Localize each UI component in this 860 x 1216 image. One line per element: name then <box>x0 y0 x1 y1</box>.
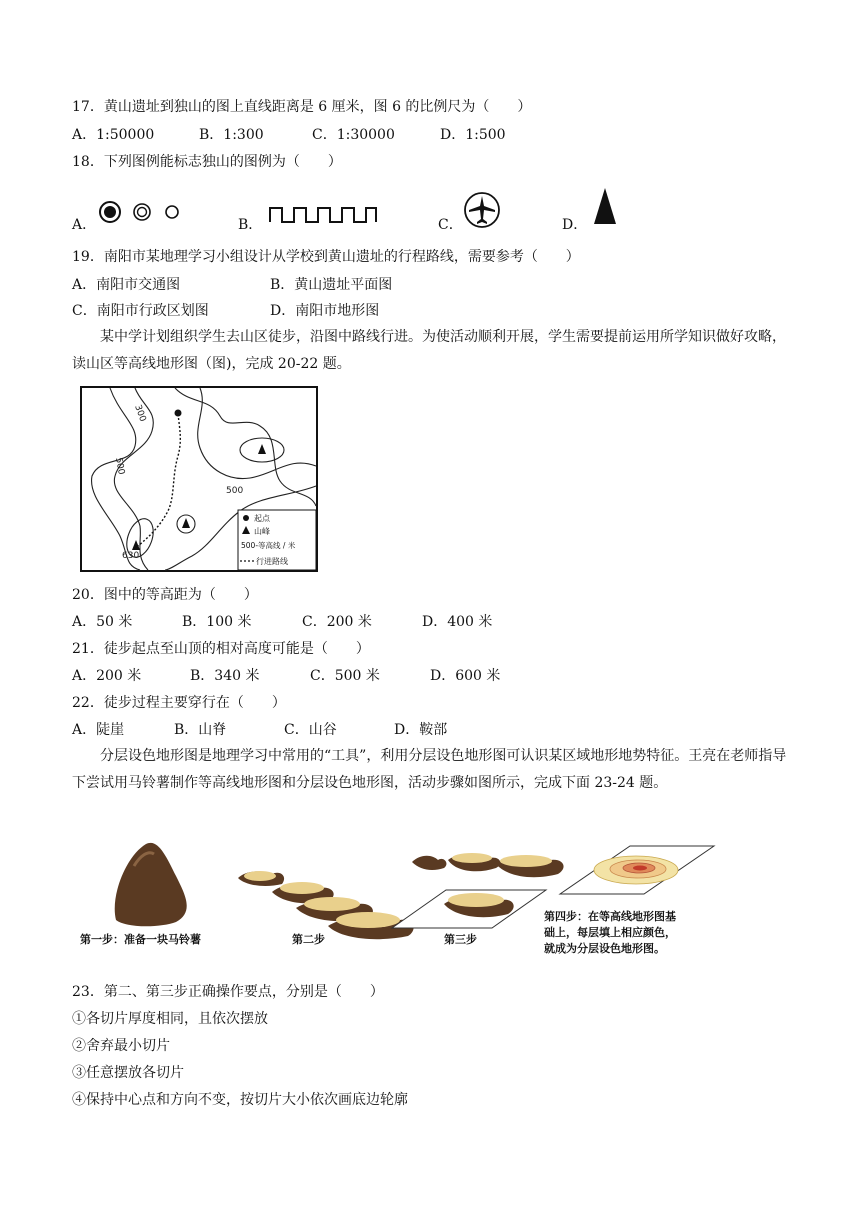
option-c: C． <box>438 217 463 233</box>
city-symbols-icon <box>96 198 186 226</box>
option-a: A．陡崖 <box>72 722 125 738</box>
airport-icon <box>462 190 502 230</box>
question-21-stem: 21．徒步起点至山顶的相对高度可能是（ ） <box>72 641 370 657</box>
option-d: D．1:500 <box>440 127 506 143</box>
option-d: D．鞍部 <box>394 722 448 738</box>
option-a: A．200 米 <box>72 668 142 684</box>
option-c: C．1:30000 <box>312 127 395 143</box>
step3-slices <box>392 853 564 928</box>
step4-caption-line2: 础上，每层填上相应颜色， <box>544 926 676 939</box>
contour-map-figure <box>80 386 318 572</box>
railway-symbol-icon <box>268 204 378 224</box>
question-23-stem: 23．第二、第三步正确操作要点，分别是（ ） <box>72 984 384 1000</box>
contour-label: 500 <box>113 456 126 476</box>
option-c: C．200 米 <box>302 614 372 630</box>
option-b: B． <box>238 217 263 233</box>
contour-label: 500 <box>226 486 244 496</box>
legend-start: 起点 <box>254 514 270 523</box>
mountain-peak-icon <box>592 186 618 226</box>
passage-hiking: 某中学计划组织学生去山区徒步，沿图中路线行进。为使活动顺利开展，学生需要提前运用所学知识做好攻略，读山区等高线地形图（图)，完成 20-22 题。 <box>72 329 786 372</box>
question-22-stem: 22．徒步过程主要穿行在（ ） <box>72 695 286 711</box>
question-23-item-2: ②舍弃最小切片 <box>72 1038 170 1054</box>
question-23-item-1: ①各切片厚度相同，且依次摆放 <box>72 1011 268 1027</box>
step2-slices <box>238 871 414 939</box>
contour-label: 300 <box>132 403 148 424</box>
option-d: D．600 米 <box>430 668 501 684</box>
option-b: B．山脊 <box>174 722 227 738</box>
option-a: A． <box>72 217 97 233</box>
potato-steps-figure <box>76 836 720 964</box>
question-18-stem: 18．下列图例能标志独山的图例为（ ） <box>72 154 342 170</box>
step2-caption: 第二步 <box>292 933 325 946</box>
option-a: A．1:50000 <box>72 127 155 143</box>
step1-caption: 第一步：准备一块马铃薯 <box>80 933 201 946</box>
step4-caption-line1: 第四步：在等高线地形图基 <box>544 910 676 923</box>
option-d: D．400 米 <box>422 614 493 630</box>
legend-contour: 500-等高线 / 米 <box>241 541 296 550</box>
option-c: C．500 米 <box>310 668 380 684</box>
question-23-item-3: ③任意摆放各切片 <box>72 1065 184 1081</box>
legend-peak: 山峰 <box>254 527 270 536</box>
option-a: A．50 米 <box>72 614 133 630</box>
option-b: B．100 米 <box>182 614 252 630</box>
question-17-stem: 17．黄山遗址到独山的图上直线距离是 6 厘米，图 6 的比例尺为（ ） <box>72 99 532 115</box>
step4-map <box>560 846 714 894</box>
option-a: A．南阳市交通图 <box>72 277 181 293</box>
question-23-item-4: ④保持中心点和方向不变，按切片大小依次画底边轮廓 <box>72 1092 408 1108</box>
option-b: B．黄山遗址平面图 <box>270 277 393 293</box>
question-19-stem: 19．南阳市某地理学习小组设计从学校到黄山遗址的行程路线，需要参考（ ） <box>72 249 580 265</box>
option-b: B．1:300 <box>199 127 264 143</box>
legend-route: 行进路线 <box>256 557 288 566</box>
passage-layered-map: 分层设色地形图是地理学习中常用的“工具”，利用分层设色地形图可认识某区域地形地势特征。王亮在老师指导下尝试用马铃薯制作等高线地形图和分层设色地形图，活动步骤如图所示，完成下面 23-24 题。 <box>72 748 787 791</box>
option-c: C．南阳市行政区划图 <box>72 303 209 319</box>
option-b: B．340 米 <box>190 668 260 684</box>
option-d: D． <box>562 217 588 233</box>
option-c: C．山谷 <box>284 722 337 738</box>
step4-caption-line3: 就成为分层设色地形图。 <box>544 942 665 955</box>
step3-caption: 第三步 <box>444 933 477 946</box>
option-d: D．南阳市地形图 <box>270 303 380 319</box>
contour-label: 630 <box>122 551 140 561</box>
question-20-stem: 20．图中的等高距为（ ） <box>72 587 258 603</box>
